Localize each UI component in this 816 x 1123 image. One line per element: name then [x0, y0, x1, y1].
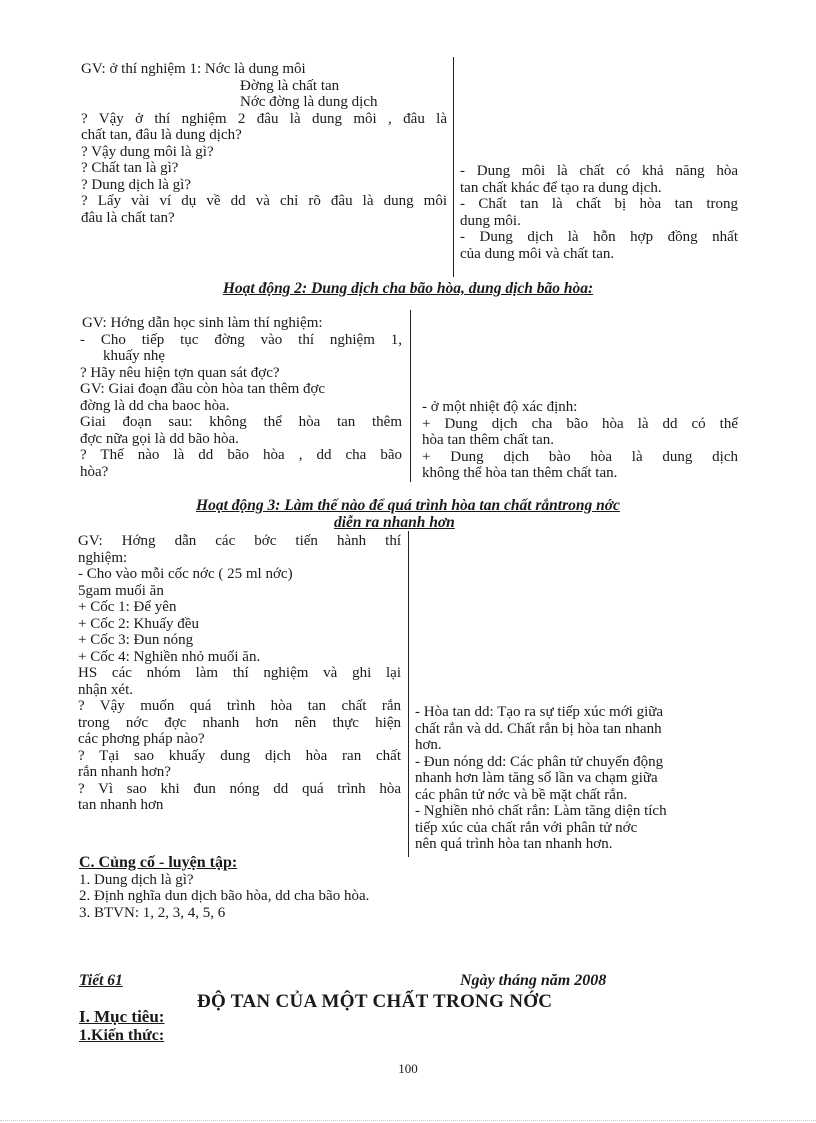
text-line: tan nhanh hơn: [78, 797, 164, 813]
text-line: Giai đoạn sau: không thể hòa tan thêm: [80, 414, 402, 430]
text-line: chất tan, đâu là dung dịch?: [81, 127, 242, 143]
lesson-period: Tiết 61: [79, 972, 123, 989]
column-divider-1: [453, 57, 454, 277]
lesson-date: Ngày tháng năm 2008: [460, 972, 607, 989]
text-line: HS các nhóm làm thí nghiệm và ghi lại: [78, 665, 401, 681]
text-line: Nớc đờng là dung dịch: [240, 94, 378, 110]
text-line: ? Vậy dung môi là gì?: [81, 143, 214, 160]
text-line: + Cốc 3: Đun nóng: [78, 632, 194, 648]
text-line: ? Hãy nêu hiện tợn quan sát đợc?: [80, 364, 280, 381]
consolidation-section: [79, 855, 579, 921]
text-line: ? Vậy muốn quá trình hòa tan chất rắn: [78, 698, 401, 714]
text-line: + Cốc 4: Nghiền nhỏ muối ăn.: [78, 648, 261, 665]
text-line: + Cốc 2: Khuấy đều: [78, 615, 199, 632]
text-line: - Cho tiếp tục đờng vào thí nghiệm 1,: [80, 331, 402, 348]
text-line: nghiệm:: [78, 549, 128, 566]
text-line: tan chất khác để tạo ra dung dịch.: [460, 179, 662, 196]
text-line: - Cho vào mỗi cốc nớc ( 25 ml nớc): [78, 566, 293, 582]
text-line: hơn.: [415, 737, 442, 753]
text-line: ? Dung dịch là gì?: [81, 176, 191, 193]
activity2-left: [80, 315, 402, 480]
text-line: - Dung dịch là hỗn hợp đồng nhất: [460, 229, 738, 245]
text-line: ? Lấy vài ví dụ về dd và chỉ rõ đâu là dung môi: [81, 193, 447, 209]
column-divider-3: [408, 531, 409, 857]
text-line: ? Tại sao khuấy dung dịch hòa ran chất: [78, 747, 401, 764]
text-line: GV: Hớng dẫn các bớc tiến hành thí: [78, 533, 401, 549]
section1-left: [81, 61, 447, 226]
text-line: đờng là dd cha baoc hòa.: [80, 397, 230, 414]
text-line: đợc nữa gọi là dd bão hòa.: [80, 430, 239, 447]
activity3-heading-line1: Hoạt động 3: Làm thế nào để quá trình hòa tan chất rắntrong nớc: [196, 497, 620, 514]
list-item: 3. BTVN: 1, 2, 3, 4, 5, 6: [79, 904, 226, 921]
text-line: + Dung dịch cha bão hòa là dd có thể: [422, 415, 738, 432]
text-line: GV: Hớng dẫn học sinh làm thí nghiệm:: [82, 315, 323, 331]
text-line: ? Chất tan là gì?: [81, 160, 179, 176]
text-line: 5gam muối ăn: [78, 582, 164, 599]
text-line: - Nghiền nhỏ chất rắn: Làm tăng diện tích: [415, 803, 667, 819]
text-line: rắn nhanh hơn?: [78, 764, 171, 780]
page-number: 100: [398, 1061, 418, 1076]
text-line: nhanh hơn làm tăng số lần va chạm giữa: [415, 770, 658, 786]
text-line: GV: ở thí nghiệm 1: Nớc là dung môi: [81, 61, 306, 77]
consolidation-heading: C. Củng cố - luyện tập:: [79, 854, 238, 871]
text-line: trong nớc đợc nhanh hơn nên thực hiện: [78, 714, 401, 731]
text-line: đâu là chất tan?: [81, 209, 175, 226]
column-divider-2: [410, 310, 411, 482]
text-line: các phơng pháp nào?: [78, 731, 205, 747]
text-line: nhận xét.: [78, 681, 133, 698]
text-line: các phân tử nớc và bề mặt chất rắn.: [415, 786, 628, 803]
text-line: ? Vậy ở thí nghiệm 2 đâu là dung môi , đâu là: [81, 110, 447, 127]
activity2-heading: Hoạt động 2: Dung dịch cha bão hòa, dung dịch bão hòa:: [222, 280, 594, 297]
text-line: + Cốc 1: Để yên: [78, 599, 177, 615]
page-bottom-border: [0, 1120, 816, 1121]
text-line: - Chất tan là chất bị hòa tan trong: [460, 196, 738, 212]
text-line: Đờng là chất tan: [240, 77, 340, 94]
text-line: của dung môi và chất tan.: [460, 245, 615, 262]
text-line: - ở một nhiệt độ xác định:: [422, 399, 578, 415]
knowledge-heading: 1.Kiến thức:: [79, 1027, 165, 1044]
objectives-heading: I. Mục tiêu:: [79, 1007, 165, 1026]
activity3-left: [78, 533, 401, 814]
text-line: dung môi.: [460, 212, 521, 229]
list-item: 1. Dung dịch là gì?: [79, 871, 194, 888]
text-line: ? Vì sao khi đun nóng dd quá trình hòa: [78, 780, 401, 797]
text-line: - Hòa tan dd: Tạo ra sự tiếp xúc mới giữa: [415, 704, 664, 720]
text-line: hòa tan thêm chất tan.: [422, 432, 555, 448]
text-line: ? Thế nào là dd bão hòa , dd cha bão: [80, 447, 402, 463]
text-line: + Dung dịch bào hòa là dung dịch: [422, 448, 738, 465]
lesson-title: ĐỘ TAN CỦA MỘT CHẤT TRONG NỚC: [197, 991, 553, 1012]
text-line: - Dung môi là chất có khả năng hòa: [460, 163, 738, 179]
text-line: hòa?: [80, 463, 109, 480]
activity3-heading-line2: diễn ra nhanh hơn: [334, 514, 455, 531]
text-line: GV: Giai đoạn đầu còn hòa tan thêm đợc: [80, 381, 326, 397]
section1-right: [460, 163, 738, 262]
text-line: chất rắn và dd. Chất rắn bị hòa tan nhanh: [415, 720, 662, 737]
text-line: - Đun nóng dd: Các phân tử chuyển động: [415, 753, 664, 770]
activity3-right: [415, 704, 737, 853]
activity2-right: [422, 399, 738, 482]
list-item: 2. Định nghĩa dun dịch bão hòa, dd cha bão hòa.: [79, 888, 370, 904]
text-line: không thể hòa tan thêm chất tan.: [422, 465, 618, 481]
text-line: tiếp xúc của chất rắn với phân tử nớc: [415, 819, 638, 836]
text-line: khuấy nhẹ: [103, 348, 166, 364]
text-line: nên quá trình hòa tan nhanh hơn.: [415, 836, 613, 852]
